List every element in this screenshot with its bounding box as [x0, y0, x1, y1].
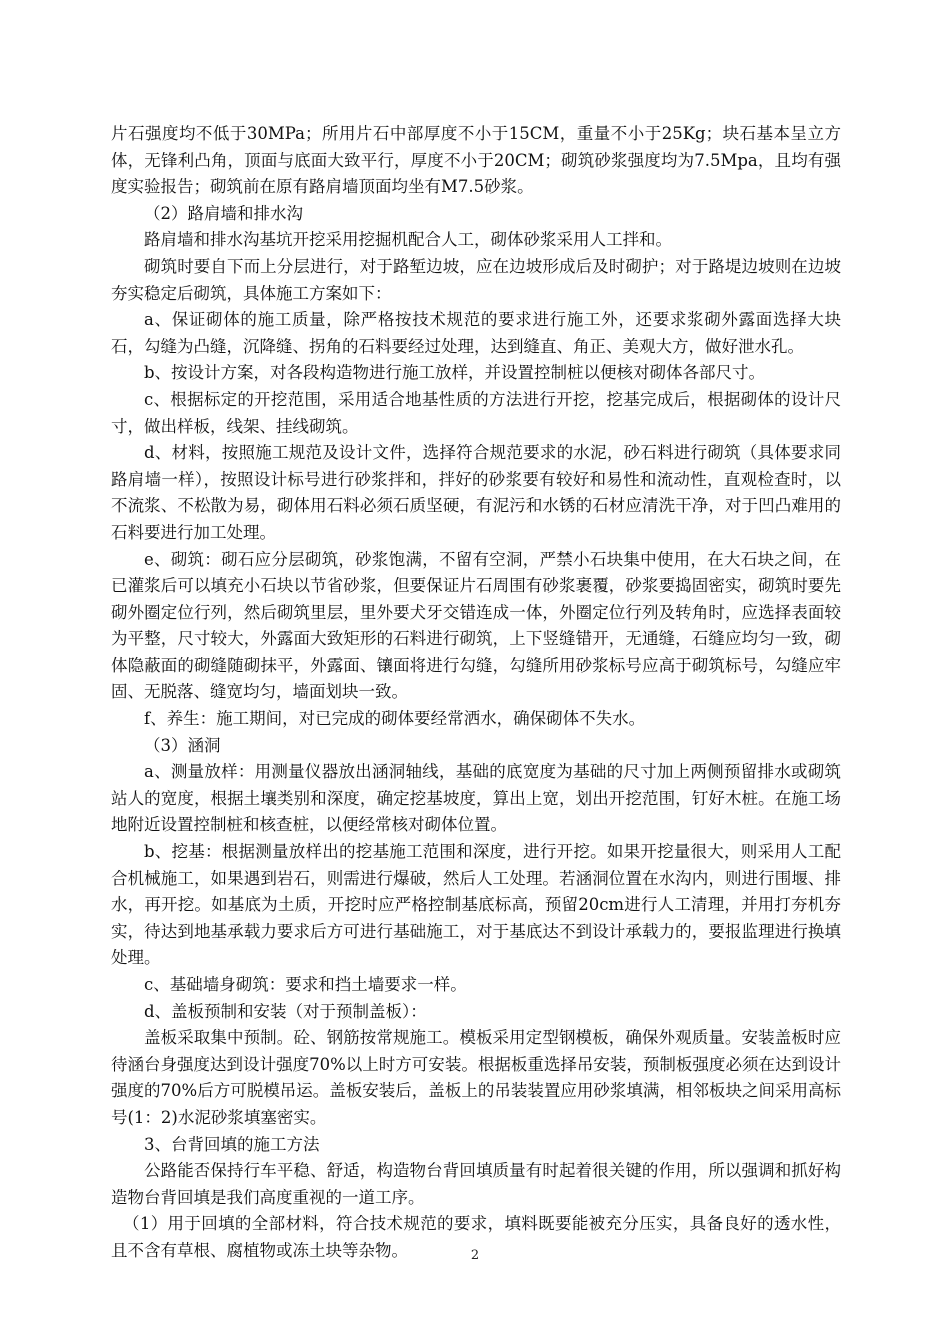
list-item: d、盖板预制和安装（对于预制盖板）： [144, 1001, 427, 1021]
paragraph: （1）用于回填的全部材料，符合技术规范的要求，填料既要能被充分压实，具备良好的透水性，且不含有草根、腐植物或冻土块等杂物。 [111, 1214, 841, 1260]
list-item: e、砌筑：砌石应分层砌筑，砂浆饱满，不留有空洞，严禁小石块集中使用，在大石块之间，在已灌浆后可以填充小石块以节省砂浆，但要保证片石周围有砂浆裹覆，砂浆要捣固密实，砌筑时要先砌外圈定位行列，然后砌筑里层，里外要犬牙交错连成一体，外圈定位行列及转角时，应选择表面较为平整，尺寸较大，外露面大致矩形的石料进行砌筑，上下竖缝错开，无通缝，石缝应均匀一致，砌体隐蔽面的砌缝随砌抹平，外露面、镶面将进行勾缝，勾缝所用砂浆标号应高于砌筑标号，勾缝应牢固、无脱落、缝宽均匀，墙面划块一致。 [111, 549, 841, 702]
list-item: a、测量放样：用测量仪器放出涵洞轴线，基础的底宽度为基础的尺寸加上两侧预留排水或砌筑站人的宽度，根据土壤类别和深度，确定挖基坡度，算出上宽，划出开挖范围，钉好木桩。在施工场地附近设置控制桩和核查桩，以便经常核对砌体位置。 [111, 762, 841, 835]
list-item: f、养生：施工期间，对已完成的砌体要经常洒水，确保砌体不失水。 [144, 709, 646, 729]
list-item: d、材料，按照施工规范及设计文件，选择符合规范要求的水泥，砂石料进行砌筑（具体要求同路肩墙一样），按照设计标号进行砂浆拌和，拌好的砂浆要有较好和易性和流动性，直观检查时，以不流浆、不松散为易，砌体用石料必须石质坚硬，有泥污和水锈的石材应清洗干净，对于凹凸难用的石料要进行加工处理。 [111, 443, 841, 542]
section-heading: （2）路肩墙和排水沟 [144, 203, 303, 223]
paragraph: 片石强度均不低于30MPa；所用片石中部厚度不小于15CM，重量不小于25Kg；块石基本呈立方体，无锋利凸角，顶面与底面大致平行，厚度不小于20CM；砌筑砂浆强度均为7.5Mpa，且均有强度实验报告；砌筑前在原有路肩墙顶面均坐有M7.5砂浆。 [111, 124, 841, 197]
paragraph: 路肩墙和排水沟基坑开挖采用挖掘机配合人工，砌体砂浆采用人工拌和。 [144, 230, 672, 250]
paragraph: 砌筑时要自下而上分层进行，对于路堑边坡，应在边坡形成后及时砌护；对于路堤边坡则在边坡夯实稳定后砌筑，具体施工方案如下： [111, 256, 841, 303]
paragraph: 盖板采取集中预制。砼、钢筋按常规施工。模板采用定型钢模板，确保外观质量。安装盖板时应待涵台身强度达到设计强度70%以上时方可安装。根据板重选择吊安装，预制板强度必须在达到设计强度的70%后方可脱模吊运。盖板安装后，盖板上的吊装装置应用砂浆填满，相邻板块之间采用高标号(1：2)水泥砂浆填塞密实。 [111, 1028, 841, 1127]
list-item: b、按设计方案，对各段构造物进行施工放样，并设置控制桩以便核对砌体各部尺寸。 [144, 363, 766, 383]
list-item: c、根据标定的开挖范围，采用适合地基性质的方法进行开挖，挖基完成后，根据砌体的设计尺寸，做出样板，线架、挂线砌筑。 [111, 389, 841, 436]
list-item: c、基础墙身砌筑：要求和挡土墙要求一样。 [144, 975, 467, 994]
list-item: a、保证砌体的施工质量，除严格按技术规范的要求进行施工外，还要求浆砌外露面选择大块石，勾缝为凸缝，沉降缝、拐角的石料要经过处理，达到缝直、角正、美观大方，做好泄水孔。 [111, 310, 841, 356]
paragraph: 公路能否保持行车平稳、舒适，构造物台背回填质量有时起着很关键的作用，所以强调和抓好构造物台背回填是我们高度重视的一道工序。 [111, 1161, 841, 1207]
section-heading: 3、台背回填的施工方法 [144, 1134, 320, 1154]
document-body [111, 121, 841, 1265]
section-heading: （3）涵洞 [144, 735, 221, 755]
page-number: 2 [470, 1248, 480, 1263]
list-item: b、挖基：根据测量放样出的挖基施工范围和深度，进行开挖。如果开挖量很大，则采用人工配合机械施工，如果遇到岩石，则需进行爆破，然后人工处理。若涵洞位置在水沟内，则进行围堰、排水，再开挖。如基底为土质，开挖时应严格控制基底标高，预留20cm进行人工清理，并用打夯机夯实，待达到地基承载力要求后方可进行基础施工，对于基底达不到设计承载力的，要报监理进行换填处理。 [111, 842, 841, 968]
